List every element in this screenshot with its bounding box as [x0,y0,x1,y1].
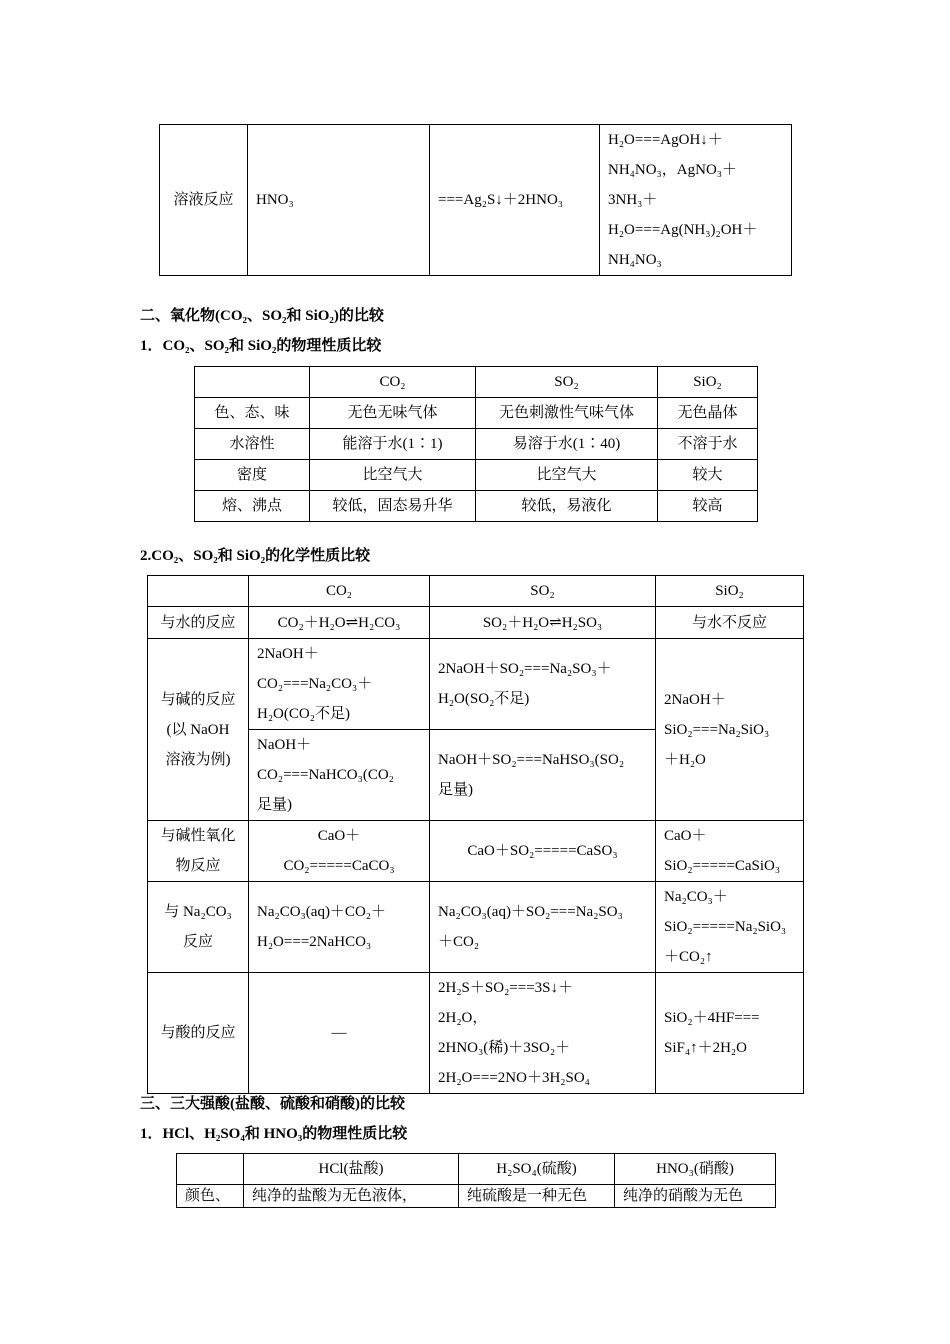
text-line: 2NaOH＋ [257,646,319,662]
text-line: CO₂===NaHCO₃(CO₂ [257,767,394,783]
table-cell: 较低，固态易升华 [310,491,476,522]
text-line: ＋H₂O [664,751,706,768]
text-line: CO₂=====CaCO₃ [283,858,395,874]
table-header: SO₂ [476,367,658,398]
top-table-label: 溶液反应 [160,125,248,276]
sio2-water: 与水不反应 [656,607,804,639]
top-table-col4 [600,125,792,276]
text-line: 溶液为例) [165,751,231,768]
section-2-sub1: 1．CO₂、SO₂和 SiO₂的物理性质比较 [140,338,382,354]
text-line: (以 NaOH [166,721,230,738]
text-line: Na₂CO₃＋ [664,889,728,905]
section-3-title: 三、三大强酸(盐酸、硫酸和硝酸)的比较 [140,1096,405,1112]
table-cell: 比空气大 [476,460,658,491]
table-cell: 无色晶体 [658,398,758,429]
physical-properties-table [194,366,758,522]
text-line: SiO₂=====CaSiO₃ [664,858,781,874]
text-line: ＋CO₂ [438,934,480,950]
table-cell: 较低，易液化 [476,491,658,522]
table-header: SO₂ [430,576,656,607]
section-3-sub1: 1．HCl、H₂SO₄和 HNO₃的物理性质比较 [140,1126,408,1142]
co2-base-insufficient [249,639,430,730]
text-line: SiO₂===Na₂SiO₃ [664,721,770,738]
text-line: CaO＋ [317,828,361,844]
so2-na2co3 [430,882,656,973]
text-line: NaOH＋SO₂===NaHSO₃(SO₂ [438,752,625,768]
text-line: ＋CO₂↑ [664,949,713,965]
section-2-sub2: 2.CO₂、SO₂和 SiO₂的化学性质比较 [140,548,371,564]
co2-basic-oxide [249,821,430,882]
so2-base-excess [430,730,656,821]
row-label-base [148,639,249,821]
sio2-base [656,639,804,821]
table-cell: 水溶性 [195,429,310,460]
table-header: HNO₃(硝酸) [615,1154,776,1185]
table-header: SiO₂ [658,367,758,398]
text-line: Na₂CO₃(aq)＋SO₂===Na₂SO₃ [438,904,623,920]
sio2-acid [656,973,804,1094]
text-line: Na₂CO₃(aq)＋CO₂＋ [257,904,387,920]
table-cell: 不溶于水 [658,429,758,460]
text-line: H₂O===AgOH↓＋ [608,132,723,148]
table-header: CO₂ [310,367,476,398]
text-line: SiO₂＋4HF=== [664,1010,760,1026]
so2-base-insufficient [430,639,656,730]
table-cell: 无色无味气体 [310,398,476,429]
table-header: SiO₂ [656,576,804,607]
table-cell: 较高 [658,491,758,522]
text-line: 反应 [182,934,213,950]
co2-na2co3 [249,882,430,973]
text-line: 足量) [257,797,292,813]
row-label-na2co3 [148,882,249,973]
sio2-basic-oxide [656,821,804,882]
text-line: CaO＋ [664,828,707,844]
co2-water: CO₂＋H₂O⇌H₂CO₃ [249,607,430,639]
co2-acid: — [249,973,430,1094]
table-cell: 色、态、味 [195,398,310,429]
section-2-title: 二、氧化物(CO₂、SO₂和 SiO₂)的比较 [140,308,384,324]
table-header [195,367,310,398]
text-line: CO₂===Na₂CO₃＋ [257,676,373,692]
table-cell: 能溶于水(1∶1) [310,429,476,460]
so2-basic-oxide: CaO＋SO₂=====CaSO₃ [430,821,656,882]
acid-properties-table [176,1153,776,1208]
text-line: 足量) [438,782,473,798]
table-header [177,1154,244,1185]
table-cell: 纯净的硝酸为无色 [615,1185,776,1208]
row-label-acid: 与酸的反应 [148,973,249,1094]
text-line: NH₄NO₃，AgNO₃＋ [608,162,738,178]
text-line: 2H₂O， [438,1010,488,1026]
table-cell: 易溶于水(1∶40) [476,429,658,460]
table-cell: 无色刺激性气味气体 [476,398,658,429]
row-label-water: 与水的反应 [148,607,249,639]
top-table-col2: HNO₃ [248,125,430,276]
table-header: H₂SO₄(硫酸) [459,1154,615,1185]
table-header [148,576,249,607]
table-header: CO₂ [249,576,430,607]
text-line: SiO₂=====Na₂SiO₃ [664,919,787,935]
text-line: 物反应 [175,858,221,874]
text-line: 2NaOH＋SO₂===Na₂SO₃＋ [438,661,612,677]
text-line: H₂O(CO₂不足) [257,706,350,722]
text-line: H₂O===Ag(NH₃)₂OH＋ [608,222,758,238]
text-line: 3NH₃＋ [608,192,658,208]
top-table-col3: ===Ag₂S↓＋2HNO₃ [430,125,600,276]
text-line: NaOH＋ [257,737,312,753]
chemical-properties-table [147,575,804,1094]
table-cell: 纯硫酸是一种无色 [459,1185,615,1208]
text-line: H₂O(SO₂不足) [438,691,530,707]
text-line: 与碱的反应 [160,691,236,708]
table-cell: 较大 [658,460,758,491]
text-line: 2NaOH＋ [664,691,726,708]
text-line: 与碱性氧化 [160,828,236,844]
text-line: 2HNO₃(稀)＋3SO₂＋ [438,1040,571,1056]
table-cell: 比空气大 [310,460,476,491]
row-label-basic-oxide [148,821,249,882]
text-line: NH₄NO₃ [608,252,662,268]
table-cell: 熔、沸点 [195,491,310,522]
text-line: SiF₄↑＋2H₂O [664,1040,747,1056]
table-header: HCl(盐酸) [244,1154,459,1185]
text-line: 2H₂S＋SO₂===3S↓＋ [438,980,574,996]
table-cell: 密度 [195,460,310,491]
so2-acid [430,973,656,1094]
so2-water: SO₂＋H₂O⇌H₂SO₃ [430,607,656,639]
top-table [159,124,792,276]
text-line: 与 Na₂CO₃ [164,904,232,920]
text-line: H₂O===2NaHCO₃ [257,934,372,950]
text-line: 2H₂O===2NO＋3H₂SO₄ [438,1070,590,1086]
table-cell: 纯净的盐酸为无色液体， [244,1185,459,1208]
table-cell: 颜色、 [177,1185,244,1208]
sio2-na2co3 [656,882,804,973]
co2-base-excess [249,730,430,821]
